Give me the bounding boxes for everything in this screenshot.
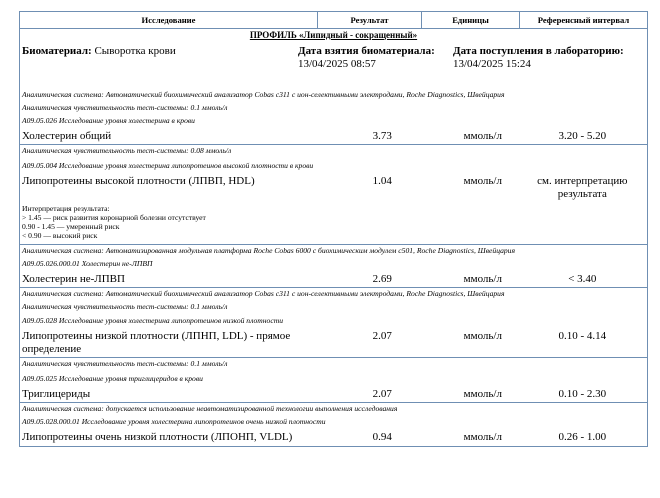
test-units: ммоль/л xyxy=(463,431,502,443)
test-ref: см. интерпретацию результата xyxy=(537,175,628,200)
header-units: Единицы xyxy=(422,12,520,29)
sample-meta xyxy=(20,42,647,85)
test-row-triglycerides xyxy=(20,388,647,401)
test-units: ммоль/л xyxy=(463,330,502,342)
analytic-system-note: Аналитическая система: Автоматизированная модульная платформа Roche Cobas 6000 с биохимическим модулем c501, Roche Diagnostics, Швейцария xyxy=(22,246,516,255)
method-code: A09.05.026 Исследование уровня холестерина в крови xyxy=(22,116,195,125)
sensitivity-note: Аналитическая чувствительность тест-системы: 0.1 ммоль/л xyxy=(22,359,228,368)
test-row-vldl xyxy=(20,431,647,444)
sensitivity-note: Аналитическая чувствительность тест-системы: 0.1 ммоль/л xyxy=(22,302,228,311)
test-units: ммоль/л xyxy=(463,175,502,187)
method-code: A09.05.026.000.01 Холестерин не-ЛПВП xyxy=(22,259,153,268)
biomaterial-value: Сыворотка крови xyxy=(94,45,176,57)
test-ref: 0.26 - 1.00 xyxy=(558,431,607,443)
header-ref: Референсный интервал xyxy=(520,12,648,29)
test-result: 0.94 xyxy=(372,431,392,443)
header-study: Исследование xyxy=(20,12,318,29)
received-label: Дата поступления в лабораторию: xyxy=(453,45,624,57)
test-result: 3.73 xyxy=(372,130,392,142)
collected-label: Дата взятия биоматериала: xyxy=(298,45,435,57)
header-result: Результат xyxy=(318,12,422,29)
analytic-system-note: Аналитическая система: Автоматический биохимический анализатор Cobas c311 с ион-селективными электродами, Roche Diagnostics, Швейцария xyxy=(22,90,505,99)
biomaterial-label: Биоматериал: xyxy=(22,45,92,57)
results-table xyxy=(19,11,648,447)
header-row xyxy=(20,12,648,29)
interpretation xyxy=(20,204,647,240)
test-row-hdl xyxy=(20,175,647,201)
collected-value: 13/04/2025 08:57 xyxy=(298,58,376,70)
interpretation-line: 0.90 - 1.45 — умеренный риск xyxy=(22,222,120,231)
interpretation-line: > 1.45 — риск развития коронарной болезни отсутствует xyxy=(22,213,206,222)
test-units: ммоль/л xyxy=(463,130,502,142)
interpretation-line: < 0.90 — высокий риск xyxy=(22,231,98,240)
test-name: Липопротеины высокой плотности (ЛПВП, HDL) xyxy=(22,175,255,187)
received-date xyxy=(453,45,643,85)
test-name: Холестерин не-ЛПВП xyxy=(22,273,125,285)
test-result: 1.04 xyxy=(372,175,392,187)
sensitivity-note: Аналитическая чувствительность тест-системы: 0.1 ммоль/л xyxy=(22,103,228,112)
test-ref: 0.10 - 2.30 xyxy=(558,388,607,400)
analytic-system-note: Аналитическая система: допускается использование неавтоматизированной технологии выполнения исследования xyxy=(22,404,398,413)
test-ref: 0.10 - 4.14 xyxy=(558,330,607,342)
collected-date xyxy=(298,45,453,85)
interpretation-title: Интерпретация результата: xyxy=(22,204,110,213)
biomaterial xyxy=(22,45,298,85)
test-row-non-hdl xyxy=(20,273,647,286)
test-result: 2.07 xyxy=(372,388,392,400)
test-result: 2.69 xyxy=(372,273,392,285)
test-ref: 3.20 - 5.20 xyxy=(558,130,607,142)
test-result: 2.07 xyxy=(372,330,392,342)
test-units: ммоль/л xyxy=(463,273,502,285)
method-code: A09.05.028.000.01 Исследование уровня холестерина липопротеинов очень низкой плотности xyxy=(22,417,326,426)
sensitivity-note: Аналитическая чувствительность тест-системы: 0.08 ммоль/л xyxy=(22,146,232,155)
test-name: Липопротеины низкой плотности (ЛПНП, LDL) - прямое определение xyxy=(22,330,291,355)
test-name: Липопротеины очень низкой плотности (ЛПОНП, VLDL) xyxy=(22,431,293,443)
method-code: A09.05.028 Исследование уровня холестерина липопротеинов низкой плотности xyxy=(22,316,284,325)
method-code: A09.05.004 Исследование уровня холестерина липопротеинов высокой плотности в крови xyxy=(22,161,314,170)
method-code: A09.05.025 Исследование уровня триглицеридов в крови xyxy=(22,374,203,383)
report-body xyxy=(20,29,648,447)
analytic-system-note: Аналитическая система: Автоматический биохимический анализатор Cobas c311 с ион-селективными электродами, Roche Diagnostics, Швейцария xyxy=(22,289,505,298)
lab-report xyxy=(19,11,647,447)
test-name: Триглицериды xyxy=(22,388,91,400)
profile-title: ПРОФИЛЬ «Липидный - сокращенный» xyxy=(249,30,418,40)
test-row-ldl xyxy=(20,330,647,356)
test-units: ммоль/л xyxy=(463,388,502,400)
test-row-cholesterol xyxy=(20,130,647,143)
test-name: Холестерин общий xyxy=(22,130,112,142)
received-value: 13/04/2025 15:24 xyxy=(453,58,531,70)
test-ref: < 3.40 xyxy=(568,273,597,285)
